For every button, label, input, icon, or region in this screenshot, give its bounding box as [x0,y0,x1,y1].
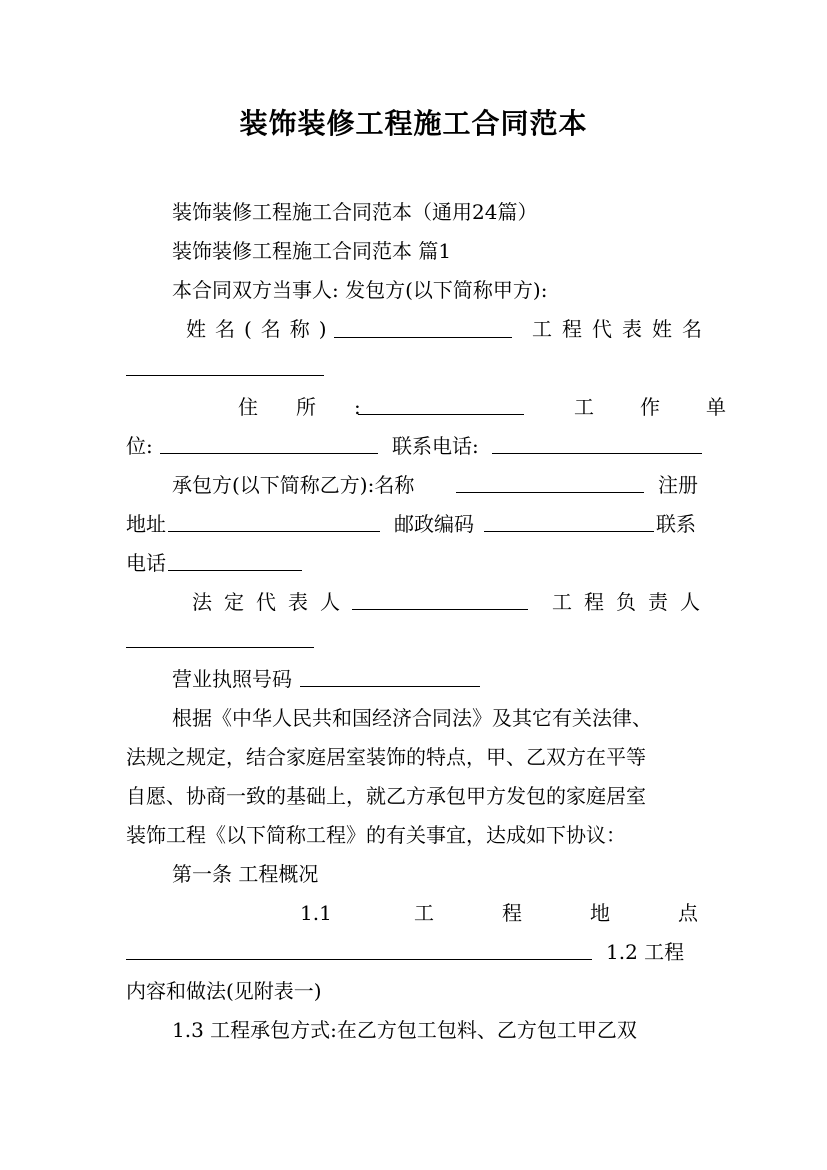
item-1-1-label: 工程地点 [414,901,766,925]
item-1-3: 1.3 工程承包方式:在乙方包工包料、乙方包工甲乙双 [172,1018,637,1042]
engineer-rep-label: 工程代表姓名 [532,317,712,341]
project-lead-label: 工程负责人 [552,590,712,614]
registered-label: 注册 [658,473,698,497]
parties-intro: 本合同双方当事人: 发包方(以下简称甲方): [172,278,548,302]
residence-blank[interactable] [358,414,524,415]
name-blank[interactable] [334,337,512,338]
phone-label: 联系电话: [392,434,479,458]
residence-label: 住所: [238,395,399,419]
address-label: 地址 [126,512,166,536]
contact-phone-label: 电话 [126,551,166,575]
item-1-2-continuation: 内容和做法(见附表一) [126,979,322,1003]
contact-label: 联系 [656,512,696,536]
work-unit-label-cont: 位: [126,434,153,458]
paragraph-line: 根据《中华人民共和国经济合同法》及其它有关法律、 [172,706,652,730]
contact-phone-blank[interactable] [168,570,302,571]
work-unit-label: 工作单 [574,395,772,419]
work-unit-blank[interactable] [160,453,378,454]
item-1-1-number: 1.1 [300,901,332,925]
document-title: 装饰装修工程施工合同范本 [239,107,588,140]
paragraph-line: 装饰工程《以下简称工程》的有关事宜，达成如下协议： [126,823,626,847]
paragraph-line: 法规之规定，结合家庭居室装饰的特点，甲、乙双方在平等 [126,745,646,769]
article-1-heading: 第一条 工程概况 [172,862,319,886]
license-blank[interactable] [300,686,480,687]
project-lead-blank[interactable] [126,647,314,648]
item-1-2: 1.2 工程 [606,940,685,964]
legal-rep-blank[interactable] [352,609,528,610]
legal-rep-label: 法定代表人 [192,590,352,614]
postal-label: 邮政编码 [394,512,474,536]
engineer-rep-blank[interactable] [126,375,324,376]
phone-blank[interactable] [492,453,702,454]
postal-blank[interactable] [484,531,654,532]
name-label: 姓名(名称) [186,317,336,341]
license-label: 营业执照号码 [172,667,292,691]
paragraph-line: 自愿、协商一致的基础上，就乙方承包甲方发包的家庭居室 [126,784,646,808]
address-blank[interactable] [168,531,380,532]
document-subtitle: 装饰装修工程施工合同范本（通用24篇） [172,200,538,224]
project-location-blank[interactable] [126,959,592,960]
section-heading: 装饰装修工程施工合同范本 篇1 [172,239,452,263]
contractor-label: 承包方(以下简称乙方):名称 [172,473,415,497]
contractor-name-blank[interactable] [456,492,644,493]
